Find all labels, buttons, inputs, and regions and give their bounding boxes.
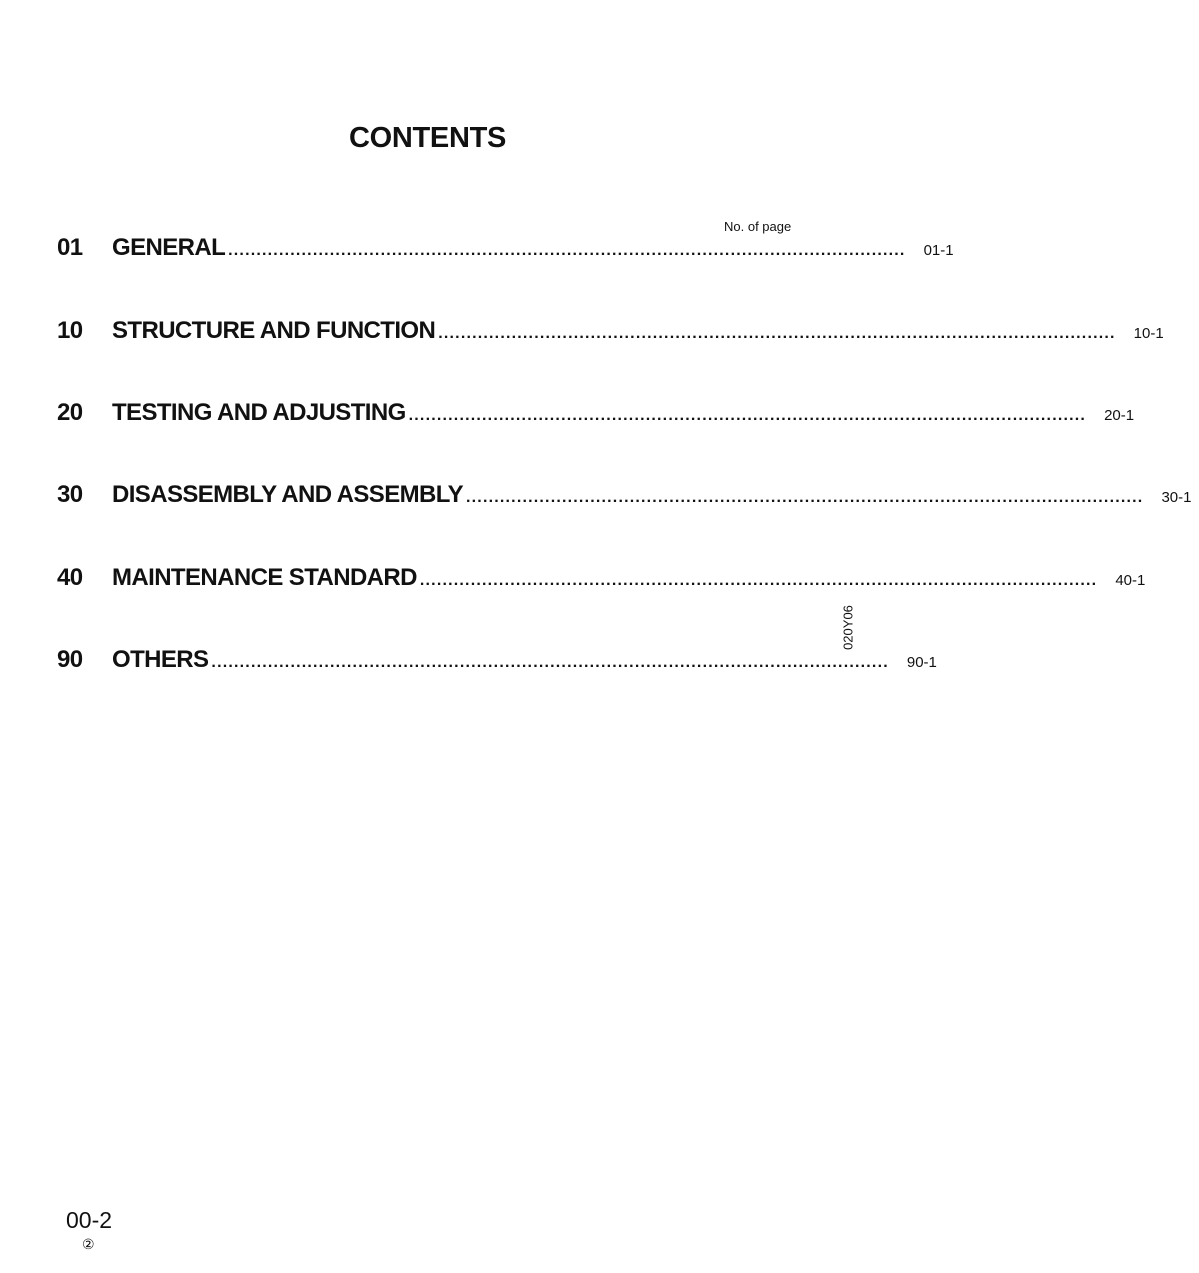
section-title: TESTING AND ADJUSTING [112, 399, 406, 426]
section-title: STRUCTURE AND FUNCTION [112, 317, 436, 344]
section-page: 10-1 [1133, 325, 1164, 342]
section-title: OTHERS [112, 646, 209, 673]
section-page: 40-1 [1115, 572, 1146, 589]
section-number: 40 [57, 564, 83, 591]
page-column-header: No. of page [724, 219, 792, 234]
section-page: 01-1 [923, 242, 954, 259]
dot-leader: ........................................................................................................................ [419, 572, 1098, 589]
section-number: 10 [57, 317, 83, 344]
section-number: 01 [57, 234, 83, 261]
dot-leader: ........................................................................................................................ [228, 242, 906, 259]
page-title: CONTENTS [348, 122, 507, 154]
section-number: 90 [57, 646, 83, 673]
section-page: 30-1 [1161, 489, 1192, 506]
section-page: 90-1 [906, 654, 937, 671]
section-title: MAINTENANCE STANDARD [112, 564, 417, 591]
section-page: 20-1 [1104, 407, 1135, 424]
dot-leader: ........................................................................................................................ [466, 489, 1144, 506]
toc-entry[interactable] [57, 481, 1192, 511]
toc-entry[interactable] [57, 564, 1146, 594]
section-number: 20 [57, 399, 83, 426]
dot-leader: ........................................................................................................................ [211, 654, 889, 671]
toc-entry[interactable] [57, 399, 1135, 429]
section-title: GENERAL [112, 234, 226, 261]
document-code: 020Y06 [840, 605, 856, 650]
revision-mark: ② [82, 1236, 95, 1252]
page-number: 00-2 [66, 1207, 113, 1233]
toc-entry[interactable] [57, 234, 954, 264]
dot-leader: ........................................................................................................................ [408, 407, 1087, 424]
toc-entry[interactable] [57, 646, 937, 676]
section-title: DISASSEMBLY AND ASSEMBLY [112, 481, 464, 508]
toc-entry[interactable] [57, 317, 1164, 347]
section-number: 30 [57, 481, 83, 508]
dot-leader: ........................................................................................................................ [438, 325, 1116, 342]
